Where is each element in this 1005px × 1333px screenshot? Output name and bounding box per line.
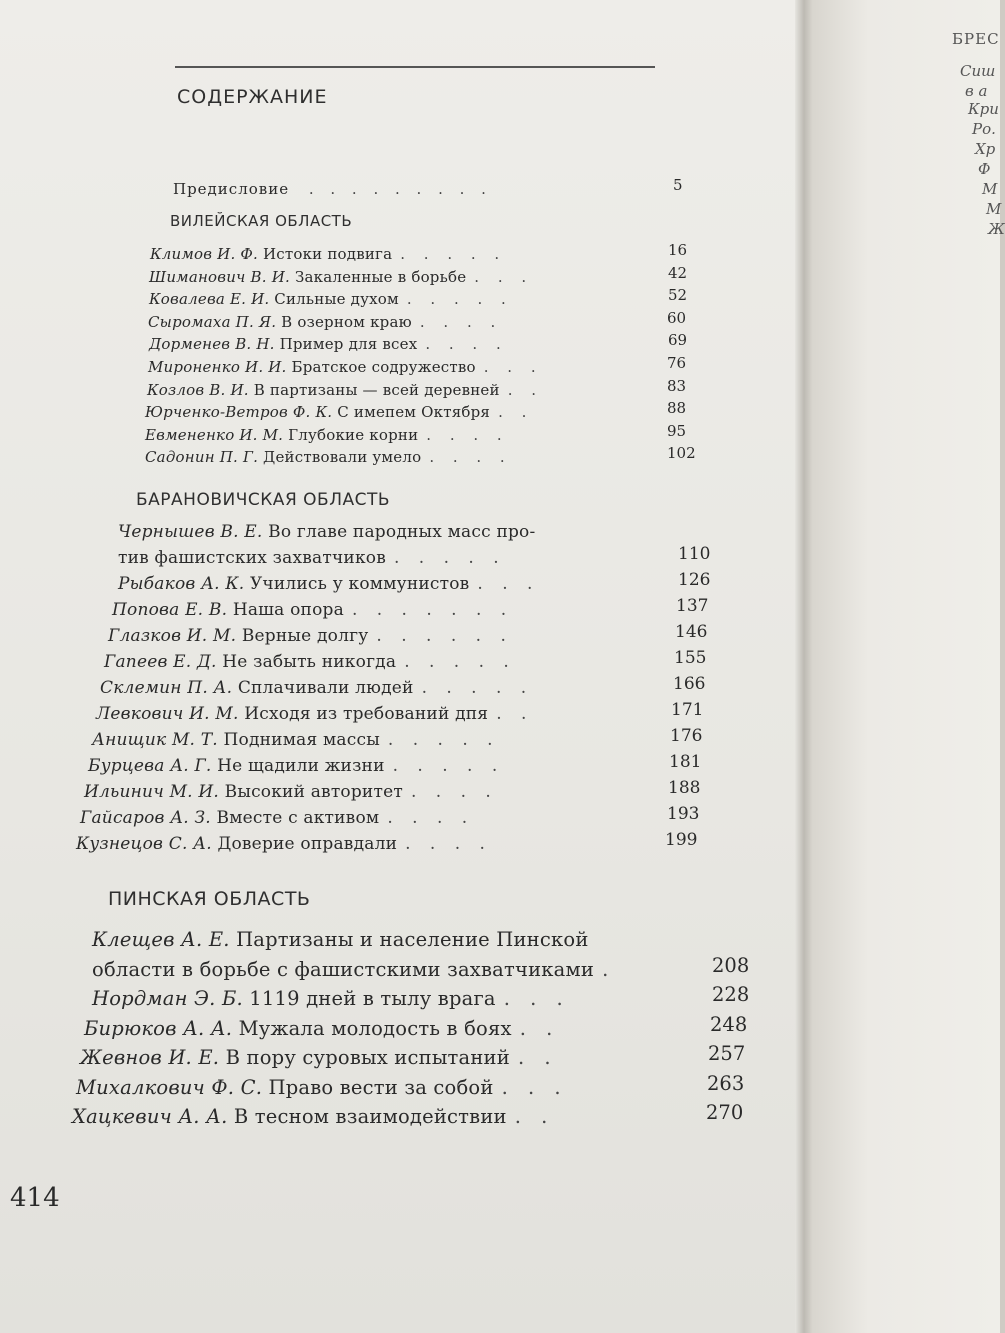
entry-page: 137 [676,596,709,616]
toc-entry [112,600,513,620]
section-heading: БАРАНОВИЧСКАЯ ОБЛАСТЬ [136,490,391,510]
entry-author: Рыбаков А. К. [118,574,245,594]
top-rule [175,66,655,68]
entry-page: 248 [710,1012,748,1036]
next-page-fragment: Ф [978,160,991,178]
entry-title: Не щадили жизни [217,756,385,776]
entry-author: Анищик М. Т. [92,730,218,750]
entry-dots: . . . . [387,808,475,828]
entry-title: Исходя из требований дпя [244,704,489,724]
entry-dots: . [602,957,616,981]
entry-dots: . . . . . [404,652,516,672]
next-page-fragment: М [982,180,998,198]
entry-author: Сыромаха П. Я. [148,312,277,331]
entry-title: Мужала молодость в боях [238,1016,512,1040]
toc-entry-continuation [118,548,506,568]
toc-entry [76,1076,568,1099]
entry-title: В пору суровых испытаний [225,1046,510,1069]
entry-title: Сильные духом [274,290,399,309]
entry-page: 188 [668,778,701,798]
toc-entry [150,245,506,263]
entry-author: Чернышев В. Е. [118,522,263,542]
entry-title: В партизаны — всей деревней [253,380,500,399]
entry-title: Пример для всех [279,335,418,354]
entry-title: Закаленные в борьбе [294,267,467,286]
right-book-page [812,0,1005,1333]
entry-author: Бурцева А. Г. [88,756,212,776]
entry-dots: . . . . [410,782,498,802]
entry-author: Козлов В. И. [147,380,249,399]
next-page-fragment: Хр [975,140,996,158]
entry-page: 181 [669,752,702,772]
entry-title: Учились у коммунистов [249,574,470,594]
entry-title: Поднимая массы [223,730,380,750]
entry-dots: . . . . . [400,245,507,263]
toc-entry [104,652,516,672]
entry-author: Дорменев В. Н. [149,335,275,354]
entry-author: Нордман Э. Б. [92,987,243,1010]
toc-entry [80,808,474,828]
toc-entry [149,268,533,286]
entry-author: Ковалева Е. И. [149,290,270,309]
entry-dots: . . . . . [406,290,513,309]
entry-dots: . . [519,1016,560,1040]
entry-title-line2: тив фашистских захватчиков [118,548,386,568]
entry-page: 83 [667,376,687,395]
entry-page: 193 [667,804,700,824]
entry-page: 171 [671,700,704,720]
entry-title: Истоки подвига [263,245,393,263]
entry-dots: . . . [501,1075,568,1099]
entry-page: 228 [712,983,750,1006]
entry-author: Ильинич М. И. [84,782,220,802]
entry-title: Наша опора [232,600,344,620]
entry-author: Клещев А. Е. [92,928,230,951]
entry-title: С имепем Октября [337,403,491,422]
entry-dots: . . . . . . [376,626,513,646]
entry-page: 69 [668,331,688,350]
entry-author: Шиманович В. И. [149,267,290,286]
toc-entry [92,730,500,750]
next-page-fragment: Ро. [972,120,996,138]
entry-page: 146 [675,622,708,642]
entry-page: 88 [667,399,687,418]
entry-title: Доверие оправдали [217,834,398,854]
entry-dots: . . . . [405,834,492,854]
entry-page: 199 [665,830,698,850]
entry-page: 95 [667,421,687,440]
preface-entry [173,180,492,198]
toc-entry [80,1046,558,1069]
entry-author: Юрченко-Ветров Ф. К. [145,403,333,422]
toc-entry [76,834,492,854]
entry-author: Михалкович Ф. С. [76,1075,263,1099]
entry-title: Действовали умело [263,448,422,467]
entry-page: 110 [678,544,711,564]
toc-entry [108,626,513,646]
next-page-fragment: БРЕС [952,30,1000,48]
entry-page: 155 [674,648,707,668]
next-page-fragment: Сиш [960,62,996,80]
entry-page: 270 [706,1101,744,1124]
toc-entry [149,335,508,353]
contents-title: СОДЕРЖАНИЕ [177,86,328,108]
toc-entry [100,678,533,698]
entry-page: 16 [668,241,688,259]
toc-entry [148,358,543,376]
entry-title: Сплачивали людей [237,678,414,698]
entry-author: Бирюков А. А. [84,1016,233,1040]
entry-title: Вместе с активом [216,808,380,828]
entry-dots: . . . . [429,448,512,467]
entry-title: Братское содружество [291,358,476,376]
next-page-fragment: Кри [968,100,999,118]
entry-dots: . . [496,704,534,724]
entry-page: 263 [707,1071,745,1095]
toc-entry [149,290,513,308]
entry-dots: . . [517,1046,558,1069]
toc-entry [92,987,570,1010]
entry-dots: . . . . . [394,548,506,568]
entry-dots: . . . . [419,312,503,331]
entry-author: Кузнецов С. А. [76,834,212,854]
entry-author: Гайсаров А. З. [80,808,211,828]
section-heading: ПИНСКАЯ ОБЛАСТЬ [108,888,311,910]
entry-author: Склемин П. А. [100,678,233,698]
toc-entry [145,426,509,444]
preface-dots: . . . . . . . . . [308,180,492,198]
entry-page: 102 [667,444,696,463]
entry-dots: . . . . [425,335,508,354]
entry-author: Мироненко И. И. [148,358,287,376]
next-page-fragment: М [986,200,1002,218]
entry-dots: . . . . . . . [351,600,514,620]
entry-title: Право вести за собой [268,1075,494,1099]
entry-page: 176 [670,726,703,746]
toc-entry [118,522,535,542]
entry-author: Евмененко И. М. [145,425,284,444]
toc-entry [92,928,589,951]
entry-dots: . . . . . [392,756,505,776]
entry-author: Гапеев Е. Д. [104,652,217,672]
entry-dots: . . . [483,358,543,376]
next-page-fragment: в а [965,82,988,100]
entry-author: Климов И. Ф. [150,245,259,263]
entry-title: В озерном краю [281,312,412,331]
toc-entry [88,756,504,776]
entry-title: 1119 дней в тылу врага [249,987,496,1010]
entry-dots: . . . [503,987,570,1010]
toc-entry [72,1105,554,1128]
toc-entry-continuation [92,958,615,981]
entry-title: Верные долгу [241,626,369,646]
entry-title-line2: области в борьбе с фашистскими захватчиками [92,957,595,981]
toc-entry [145,403,533,421]
preface-title: Предисловие [173,180,290,198]
entry-author: Глазков И. М. [108,626,237,646]
entry-dots: . . [514,1105,555,1128]
page-number: 414 [10,1183,60,1213]
entry-dots: . . [507,380,544,399]
entry-title: В тесном взаимодействии [233,1105,507,1128]
entry-page: 42 [668,263,688,282]
entry-title: Глубокие корни [288,425,419,444]
entry-page: 76 [667,354,687,372]
section-heading: ВИЛЕЙСКАЯ ОБЛАСТЬ [170,212,353,230]
entry-page: 52 [668,286,688,305]
toc-entry [148,313,502,331]
entry-dots: . . . [477,574,540,594]
entry-title: Партизаны и население Пинской [236,928,589,951]
entry-title: Высокий авторитет [224,782,403,802]
entry-page: 60 [667,308,687,327]
toc-entry [145,448,512,466]
toc-entry [96,704,533,724]
entry-title: Во главе пародных масс про- [268,522,536,542]
preface-page: 5 [673,176,683,194]
entry-dots: . . . [474,267,534,286]
entry-page: 126 [678,570,711,590]
entry-author: Хацкевич А. А. [72,1105,228,1128]
entry-author: Садонин П. Г. [145,448,259,467]
entry-page: 166 [673,674,706,694]
next-page-fragment: Ж [988,220,1005,238]
toc-entry [84,1017,559,1040]
entry-dots: . . . . [426,425,509,444]
entry-author: Жевнов И. Е. [80,1046,220,1069]
entry-dots: . . . . . [421,678,534,698]
toc-entry [84,782,498,802]
entry-author: Левкович И. М. [96,704,239,724]
toc-entry [118,574,539,594]
entry-page: 257 [708,1042,746,1065]
entry-title: Не забыть никогда [222,652,397,672]
entry-dots: . . [498,403,534,422]
toc-entry [147,381,543,399]
entry-dots: . . . . . [387,730,500,750]
entry-page: 208 [712,953,750,977]
entry-author: Попова Е. В. [112,600,228,620]
